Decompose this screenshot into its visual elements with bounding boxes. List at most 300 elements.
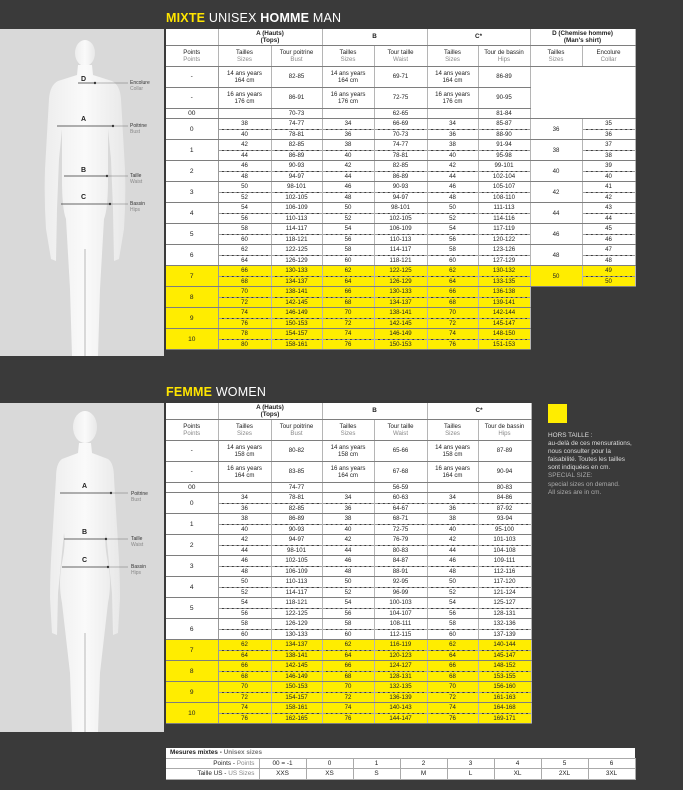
special-size-legend — [548, 432, 668, 497]
table-cell: 14 ans years 158 cm — [322, 440, 374, 461]
collar-label: Encolure Collar — [130, 80, 150, 92]
table-cell: 56 — [322, 234, 374, 245]
table-cell: 66 — [322, 661, 374, 672]
table-cell: 6 — [166, 245, 218, 266]
table-cell: 72 — [218, 297, 271, 308]
table-cell: 69-71 — [374, 66, 427, 87]
table-cell: 94-97 — [374, 192, 427, 203]
table-cell: 56 — [322, 608, 374, 619]
table-cell: 108-111 — [374, 619, 427, 630]
women-bust-letter: A — [82, 483, 88, 490]
table-cell: 76 — [322, 713, 374, 724]
table-cell: 52 — [322, 587, 374, 598]
table-cell: 70 — [427, 682, 478, 693]
women-bust-label: Poitrine Bust — [131, 491, 148, 503]
table-row — [166, 45, 635, 66]
table-cell: 108-110 — [478, 192, 530, 203]
table-cell: 14 ans years 164 cm — [218, 66, 271, 87]
table-cell: 45 — [582, 224, 635, 235]
table-cell: 130-133 — [271, 266, 322, 277]
table-cell: XL — [494, 769, 541, 780]
table-cell: 10 — [166, 703, 218, 724]
table-cell: 46 — [218, 161, 271, 172]
table-cell: 74-77 — [374, 140, 427, 151]
table-cell: 118-121 — [271, 598, 322, 609]
table-cell: 153-155 — [478, 671, 531, 682]
table-cell: 38 — [322, 140, 374, 151]
table-cell: 38 — [530, 140, 582, 161]
table-cell: 136-138 — [478, 287, 530, 298]
table-cell: C* — [427, 29, 530, 45]
table-cell: 52 — [218, 587, 271, 598]
table-cell: 140-144 — [478, 640, 531, 651]
table-cell: 62 — [427, 266, 478, 277]
table-cell: 0 — [306, 758, 353, 769]
legend-line: special sizes on demand. — [548, 480, 620, 488]
table-cell: 98-101 — [271, 545, 322, 556]
men-section-title: MIXTE UNISEX HOMME MAN — [166, 11, 342, 25]
table-cell: 2 — [166, 161, 218, 182]
table-cell: 150-153 — [271, 682, 322, 693]
table-cell: Tailles Sizes — [322, 419, 374, 440]
table-cell: 52 — [427, 587, 478, 598]
table-row — [166, 682, 531, 693]
table-cell: 76 — [322, 339, 374, 350]
women-section-title: FEMME WOMEN — [166, 385, 267, 399]
men-size-table — [166, 29, 636, 350]
table-cell: 36 — [427, 129, 478, 140]
table-cell: 34 — [427, 493, 478, 504]
table-cell: 40 — [322, 524, 374, 535]
hips-label: Bassin Hips — [130, 201, 146, 213]
table-cell: 50 — [218, 182, 271, 193]
women-waist-letter: B — [82, 529, 88, 536]
table-cell: 0 — [166, 119, 218, 140]
table-cell: - — [166, 87, 218, 108]
table-cell: 122-125 — [374, 266, 427, 277]
table-cell: 132-136 — [478, 619, 531, 630]
table-cell: 42 — [322, 535, 374, 546]
table-cell: B — [322, 29, 427, 45]
table-cell: 50 — [322, 203, 374, 214]
table-row — [166, 524, 531, 535]
table-cell: 35 — [582, 119, 635, 130]
table-cell: 6 — [166, 619, 218, 640]
table-cell: 42 — [218, 140, 271, 151]
table-cell: M — [400, 769, 447, 780]
table-cell: 54 — [322, 224, 374, 235]
women-figure-panel — [0, 403, 164, 732]
table-cell: 70-73 — [374, 129, 427, 140]
table-cell: 8 — [166, 287, 218, 308]
table-cell: 40 — [582, 171, 635, 182]
legend-line: sont indiquées en cm. — [548, 464, 611, 472]
table-cell: 134-137 — [374, 297, 427, 308]
table-cell: 86-89 — [374, 171, 427, 182]
table-cell: 56 — [427, 234, 478, 245]
table-cell: Tailles Sizes — [427, 419, 478, 440]
table-cell: 66 — [322, 287, 374, 298]
table-cell: 98-101 — [374, 203, 427, 214]
table-cell: 120-122 — [478, 234, 530, 245]
men-figure-panel — [0, 29, 164, 356]
table-cell: 144-147 — [374, 713, 427, 724]
table-cell — [322, 108, 374, 119]
table-cell: 114-117 — [271, 224, 322, 235]
table-row — [166, 713, 531, 724]
table-cell: 122-125 — [271, 245, 322, 256]
table-cell: 42 — [530, 182, 582, 203]
table-cell: 114-117 — [374, 245, 427, 256]
table-row — [166, 608, 531, 619]
table-cell: 123-126 — [478, 245, 530, 256]
special-size-swatch — [548, 404, 567, 423]
table-cell: 106-109 — [271, 566, 322, 577]
legend-line: au-delà de ces mensurations, — [548, 440, 632, 448]
table-cell: 158-161 — [271, 703, 322, 714]
table-cell: 56 — [427, 608, 478, 619]
table-cell: 161-163 — [478, 692, 531, 703]
table-cell: 44 — [427, 171, 478, 182]
table-cell: 151-153 — [478, 339, 530, 350]
table-cell: 102-105 — [271, 192, 322, 203]
table-cell: 14 ans years 164 cm — [322, 66, 374, 87]
table-cell: 142-144 — [478, 308, 530, 319]
legend-line: nous consulter pour la — [548, 448, 611, 456]
table-cell — [427, 108, 478, 119]
table-cell: 50 — [427, 577, 478, 588]
table-cell: 40 — [427, 524, 478, 535]
table-cell: Tailles Sizes — [530, 45, 582, 66]
table-cell: 136-139 — [374, 692, 427, 703]
table-row — [166, 29, 635, 45]
table-cell: 1 — [166, 140, 218, 161]
legend-line: HORS TAILLE : — [548, 432, 593, 439]
table-cell: 16 ans years 164 cm — [322, 461, 374, 482]
table-cell: 66 — [218, 266, 271, 277]
table-cell: 137-139 — [478, 629, 531, 640]
table-cell: 47 — [582, 245, 635, 256]
women-waist-label: Taille Waist — [131, 536, 144, 548]
table-cell: 117-120 — [478, 577, 531, 588]
table-cell: 102-105 — [374, 213, 427, 224]
table-cell: 54 — [427, 224, 478, 235]
women-size-table — [166, 403, 532, 724]
table-row — [166, 629, 531, 640]
table-cell: 72 — [427, 318, 478, 329]
table-cell: 86-89 — [478, 66, 530, 87]
points-row-label: Points - Points — [166, 758, 259, 769]
table-row — [166, 577, 531, 588]
table-cell: 121-124 — [478, 587, 531, 598]
table-row — [166, 419, 531, 440]
table-cell: 40 — [218, 129, 271, 140]
table-cell: 102-104 — [478, 171, 530, 182]
table-cell: 138-141 — [374, 308, 427, 319]
table-cell: 56-59 — [374, 482, 427, 493]
table-cell: 37 — [582, 140, 635, 151]
table-cell: 164-168 — [478, 703, 531, 714]
table-cell: S — [353, 769, 400, 780]
table-cell: 78-81 — [271, 493, 322, 504]
table-cell: 130-133 — [271, 629, 322, 640]
table-cell: 80 — [218, 339, 271, 350]
table-cell: 118-121 — [374, 255, 427, 266]
table-cell: 5 — [541, 758, 588, 769]
table-cell: 150-153 — [374, 339, 427, 350]
table-cell: 38 — [218, 514, 271, 525]
table-cell: Tailles Sizes — [427, 45, 478, 66]
us-size-row-label: Taille US - US Sizes — [166, 769, 259, 780]
table-cell: 62 — [218, 640, 271, 651]
table-cell: 34 — [427, 119, 478, 130]
table-cell: 118-121 — [271, 234, 322, 245]
table-row — [166, 440, 531, 461]
table-cell: 2 — [400, 758, 447, 769]
table-cell: 95-98 — [478, 150, 530, 161]
table-cell: 46 — [427, 556, 478, 567]
table-row — [166, 598, 531, 609]
table-cell: 72-75 — [374, 524, 427, 535]
table-cell: 106-109 — [374, 224, 427, 235]
table-row — [166, 182, 635, 193]
table-cell: 82-85 — [271, 503, 322, 514]
table-cell: Tour poitrine Bust — [271, 419, 322, 440]
table-cell: 65-66 — [374, 440, 427, 461]
table-cell: 78 — [218, 329, 271, 340]
table-cell: 40 — [530, 161, 582, 182]
table-cell: 2 — [166, 535, 218, 556]
legend-line: All sizes are in cm. — [548, 488, 602, 496]
table-cell: 50 — [530, 266, 582, 287]
table-row — [166, 140, 635, 151]
table-cell: 140-143 — [374, 703, 427, 714]
table-cell: 128-131 — [478, 608, 531, 619]
table-cell: 104-108 — [478, 545, 531, 556]
table-cell — [218, 108, 271, 119]
table-cell: 46 — [322, 182, 374, 193]
table-cell: 48 — [582, 255, 635, 266]
table-cell: 105-107 — [478, 182, 530, 193]
table-cell: 48 — [218, 566, 271, 577]
table-cell: 48 — [322, 192, 374, 203]
table-cell: 00 — [166, 108, 218, 119]
table-cell: 1 — [166, 514, 218, 535]
legend-line: faisabilité. Toutes les tailles — [548, 456, 625, 464]
table-row — [166, 203, 635, 214]
table-cell: 78-81 — [374, 150, 427, 161]
table-cell: 62 — [322, 640, 374, 651]
table-cell: 126-129 — [374, 276, 427, 287]
table-cell: 145-147 — [478, 650, 531, 661]
table-cell: 133-135 — [478, 276, 530, 287]
table-cell: 106-109 — [271, 203, 322, 214]
table-cell: 46 — [530, 224, 582, 245]
table-cell: 112-115 — [374, 629, 427, 640]
table-cell: 80-83 — [374, 545, 427, 556]
table-cell: 81-84 — [478, 108, 530, 119]
table-cell: 60 — [427, 255, 478, 266]
table-cell: 42 — [322, 161, 374, 172]
table-row — [166, 535, 531, 546]
table-cell: A (Hauts) (Tops) — [218, 403, 322, 419]
table-cell: Tour poitrine Bust — [271, 45, 322, 66]
table-cell: 142-145 — [271, 661, 322, 672]
table-cell: 36 — [582, 129, 635, 140]
table-cell: 58 — [218, 619, 271, 630]
table-cell: 74 — [218, 703, 271, 714]
table-row — [166, 587, 531, 598]
table-cell: 4 — [166, 577, 218, 598]
table-cell: 42 — [218, 535, 271, 546]
table-cell: 91-94 — [478, 140, 530, 151]
table-cell: 95-100 — [478, 524, 531, 535]
table-cell: 60 — [322, 629, 374, 640]
table-cell: 40 — [427, 150, 478, 161]
table-cell: 130-132 — [478, 266, 530, 277]
table-cell: 16 ans years 164 cm — [427, 461, 478, 482]
table-cell: 34 — [322, 493, 374, 504]
table-cell: Points Points — [166, 419, 218, 440]
table-cell: 142-145 — [374, 318, 427, 329]
table-row — [166, 650, 531, 661]
table-cell: 110-113 — [374, 234, 427, 245]
table-row — [166, 119, 635, 130]
table-cell: 36 — [427, 503, 478, 514]
table-cell: 72 — [427, 692, 478, 703]
table-cell: 72 — [322, 692, 374, 703]
table-cell: 94-97 — [271, 535, 322, 546]
table-cell: 56 — [218, 213, 271, 224]
table-cell — [530, 66, 635, 119]
table-cell: 52 — [427, 213, 478, 224]
table-cell: 46 — [582, 234, 635, 245]
table-cell: 74 — [218, 308, 271, 319]
table-cell: 64 — [322, 276, 374, 287]
table-cell: 50 — [218, 577, 271, 588]
table-cell: 9 — [166, 308, 218, 329]
table-cell: 39 — [582, 161, 635, 172]
table-cell: 40 — [322, 150, 374, 161]
table-cell: Tour taille Waist — [374, 45, 427, 66]
table-cell: 138-141 — [271, 650, 322, 661]
table-cell: 101-103 — [478, 535, 531, 546]
table-cell: 82-85 — [271, 66, 322, 87]
table-cell: 104-107 — [374, 608, 427, 619]
table-cell: 70 — [218, 287, 271, 298]
table-cell: XXS — [259, 769, 306, 780]
table-cell: 64 — [427, 276, 478, 287]
table-cell: 114-116 — [478, 213, 530, 224]
table-cell: 70-73 — [271, 108, 322, 119]
table-cell: 126-129 — [271, 255, 322, 266]
table-cell — [166, 29, 218, 45]
table-row — [166, 661, 531, 672]
table-cell: 74 — [427, 329, 478, 340]
table-cell: - — [166, 440, 218, 461]
table-row — [166, 640, 531, 651]
table-cell: 62 — [218, 245, 271, 256]
table-cell: 148-152 — [478, 661, 531, 672]
table-cell: Tailles Sizes — [218, 419, 271, 440]
table-cell: 67-68 — [374, 461, 427, 482]
table-cell: 74 — [427, 703, 478, 714]
table-cell: 3 — [166, 556, 218, 577]
table-cell: 64 — [218, 255, 271, 266]
table-cell: 34 — [322, 119, 374, 130]
table-cell: 122-125 — [271, 608, 322, 619]
table-cell: 64 — [218, 650, 271, 661]
table-cell: 10 — [166, 329, 218, 350]
table-cell: 68 — [427, 297, 478, 308]
table-cell: 5 — [166, 598, 218, 619]
table-cell: 46 — [322, 556, 374, 567]
table-cell: 100-103 — [374, 598, 427, 609]
table-cell: 74-77 — [271, 119, 322, 130]
table-cell: 48 — [530, 245, 582, 266]
table-cell: B — [322, 403, 427, 419]
table-row — [166, 461, 531, 482]
table-cell: 158-161 — [271, 339, 322, 350]
table-cell: 112-116 — [478, 566, 531, 577]
table-cell: 82-85 — [271, 140, 322, 151]
table-cell: 0 — [166, 493, 218, 514]
table-cell: 130-133 — [374, 287, 427, 298]
table-row — [166, 403, 531, 419]
unisex-sizes-table — [166, 748, 636, 780]
table-cell: 86-89 — [271, 150, 322, 161]
table-cell: 5 — [166, 224, 218, 245]
table-row — [166, 566, 531, 577]
table-cell: XS — [306, 769, 353, 780]
waist-letter: B — [81, 167, 87, 174]
table-cell: 90-95 — [478, 87, 530, 108]
table-cell: 00 — [166, 482, 218, 493]
table-cell: 169-171 — [478, 713, 531, 724]
table-cell: 116-119 — [374, 640, 427, 651]
table-cell: 66 — [427, 287, 478, 298]
table-cell: 90-93 — [271, 524, 322, 535]
table-cell: 4 — [494, 758, 541, 769]
table-cell: 62-65 — [374, 108, 427, 119]
table-cell: 109-111 — [478, 556, 531, 567]
table-cell: 66-69 — [374, 119, 427, 130]
table-row — [166, 266, 635, 277]
table-cell: 82-85 — [374, 161, 427, 172]
table-cell: 142-145 — [271, 297, 322, 308]
table-row — [166, 245, 635, 256]
table-cell: 90-93 — [271, 161, 322, 172]
table-cell: 62 — [322, 266, 374, 277]
table-cell: 8 — [166, 661, 218, 682]
table-row — [166, 66, 635, 87]
table-cell: 156-160 — [478, 682, 531, 693]
table-cell: 16 ans years 164 cm — [218, 461, 271, 482]
table-cell: 38 — [218, 119, 271, 130]
table-cell: 127-129 — [478, 255, 530, 266]
table-cell: 54 — [218, 203, 271, 214]
table-cell: 64-67 — [374, 503, 427, 514]
table-cell: 48 — [322, 566, 374, 577]
table-cell: 99-101 — [478, 161, 530, 172]
table-cell: 41 — [582, 182, 635, 193]
table-cell: 14 ans years 164 cm — [427, 66, 478, 87]
table-cell: 43 — [582, 203, 635, 214]
table-cell: 111-113 — [478, 203, 530, 214]
table-cell: 120-123 — [374, 650, 427, 661]
table-cell: 44 — [582, 213, 635, 224]
table-cell: 3XL — [588, 769, 635, 780]
